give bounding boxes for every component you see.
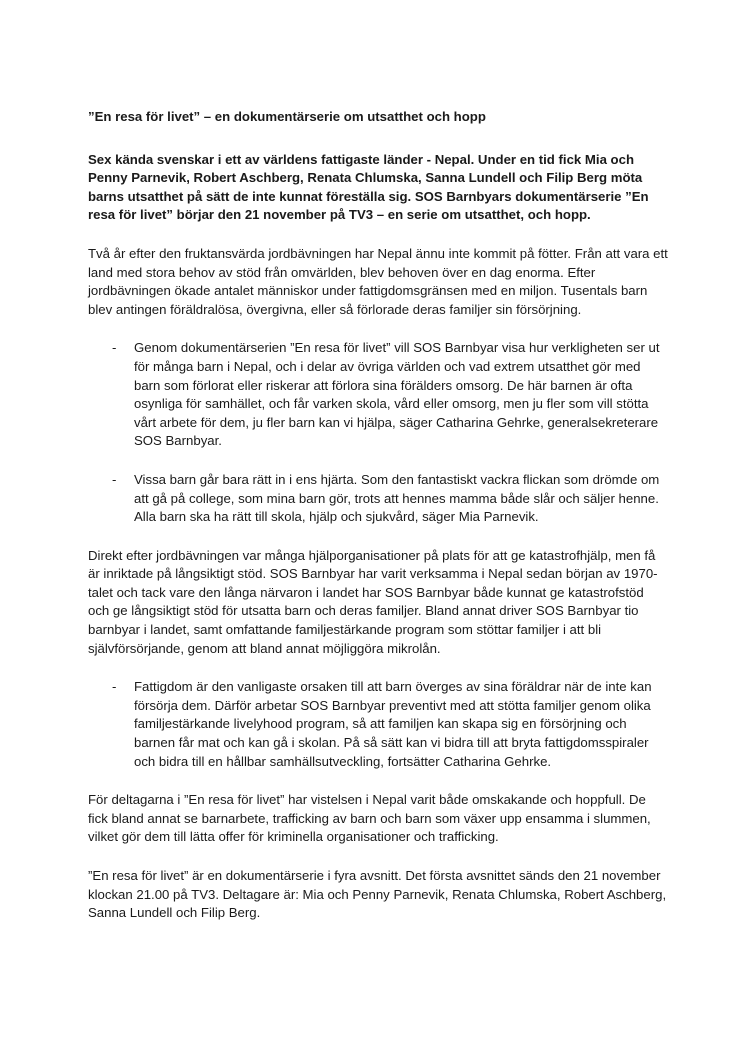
quote-text-1: Genom dokumentärserien ”En resa för livet” vill SOS Barnbyar visa hur verkligheten ser ut för många barn i Nepal, och i delar av övriga världen och vad extrem utsatthet gör med barn som förlorat eller riskerar att förlora sina förälders omsorg. De här barnen är ofta osynliga för samhället, och får varken skola, vård eller omsorg, men ju fler som vill stötta vårt arbete för dem, ju fler barn kan vi hjälpa, säger Catharina Gehrke, generalsekreterare SOS Barnbyar. [134, 340, 660, 449]
body-paragraph-4: ”En resa för livet” är en dokumentärserie i fyra avsnitt. Det första avsnittet sänds den 21 november klockan 21.00 på TV3. Deltagare är: Mia och Penny Parnevik, Renata Chlumska, Robert Aschberg, Sanna Lundell och Filip Berg. [88, 868, 667, 921]
quote-text-3: Fattigdom är den vanligaste orsaken till att barn överges av sina föräldrar när de inte kan försörja dem. Därför arbetar SOS Barnbyar preventivt med att stötta familjer genom olika familjestärkande livelyhood program, så att familjen kan skapa sig en försörjning och barnen får mat och kan gå i skolan. På så sätt kan vi bidra till att bryta fattigdomsspiraler och bidra till en hållbar samhällsutveckling, fortsätter Catharina Gehrke. [134, 679, 652, 769]
bullet-dash: - [112, 679, 117, 695]
lead-paragraph: Sex kända svenskar i ett av världens fattigaste länder - Nepal. Under en tid fick Mia och Penny Parnevik, Robert Aschberg, Renata Chlumska, Sanna Lundell och Filip Berg möta barns utsatthet på sätt de inte kunnat föreställa sig. SOS Barnbyars dokumentärserie ”En resa för livet” börjar den 21 november på TV3 – en serie om utsatthet, och hopp. [88, 151, 649, 223]
body-paragraph-2: Direkt efter jordbävningen var många hjälporganisationer på plats för att ge katastrofhjälp, men få är inriktade på långsiktigt stöd. SOS Barnbyar har varit verksamma i Nepal sedan början av 1970-talet och tack vare den långa närvaron i landet har SOS Barnbyar både kunnat ge katastrofstöd och ge långsiktigt stöd för utsatta barn och deras familjer. Bland annat driver SOS Barnbyar tio barnbyar i landet, samt omfattande familjestärkande program som stöttar familjer i att bli självförsörjande, genom att bland annat möjliggöra mikrolån. [88, 547, 658, 656]
document-page [88, 108, 668, 943]
quote-item-2 [88, 471, 668, 527]
bullet-dash: - [112, 471, 117, 487]
quote-item-1 [88, 339, 668, 451]
quote-text-2: Vissa barn går bara rätt in i ens hjärta. Som den fantastiskt vackra flickan som drömde om att gå på college, som mina barn gör, trots att hennes mamma både slår och säljer henne. Alla barn ska ha rätt till skola, hjälp och sjukvård, säger Mia Parnevik. [134, 471, 660, 525]
quote-item-3 [88, 678, 668, 771]
bullet-dash: - [112, 340, 117, 356]
body-paragraph-3: För deltagarna i ”En resa för livet” har vistelsen i Nepal varit både omskakande och hoppfull. De fick bland annat se barnarbete, trafficking av barn och barn som växer upp ensamma i slummen, vilket gör dem till lätta offer för kriminella organisationer och trafficking. [88, 792, 651, 845]
body-paragraph-1: Två år efter den fruktansvärda jordbävningen har Nepal ännu inte kommit på fötter. Från att vara ett land med stora behov av stöd från omvärlden, blev behoven över en dag enorma. Efter jordbävningen ökade antalet människor under fattigdomsgränsen med en miljon. Tusentals barn blev antingen föräldralösa, övergivna, eller så förlorade deras familjer sin försörjning. [88, 245, 668, 317]
document-title: ”En resa för livet” – en dokumentärserie om utsatthet och hopp [88, 109, 486, 124]
